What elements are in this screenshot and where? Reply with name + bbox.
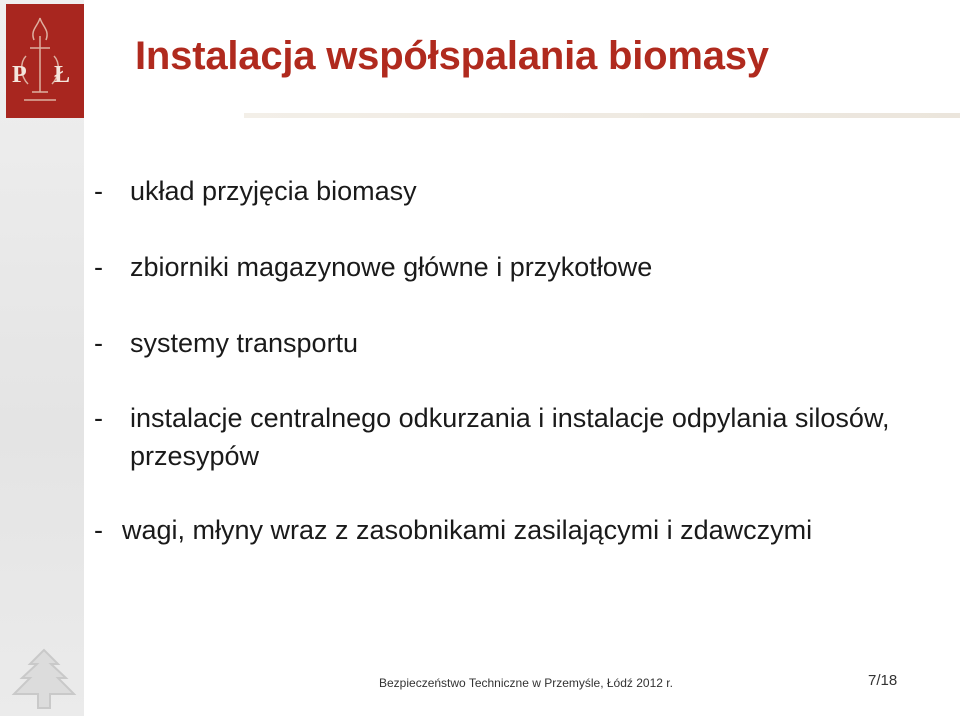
footer-text: Bezpieczeństwo Techniczne w Przemyśle, Łódź 2012 r. — [379, 676, 673, 690]
bullet-dash: - — [94, 176, 103, 206]
bullet-dash: - — [94, 328, 103, 358]
university-logo — [6, 4, 84, 118]
bullet-text: układ przyjęcia biomasy — [130, 176, 417, 206]
svg-text:P: P — [12, 62, 27, 88]
bullet-text: systemy transportu — [130, 328, 359, 358]
bullet-dash: - — [94, 403, 103, 433]
slide-title: Instalacja współspalania biomasy — [135, 34, 769, 78]
bullet-text: zbiorniki magazynowe główne i przykotłowe — [130, 252, 653, 282]
page-number: 7/18 — [868, 672, 898, 689]
title-underline — [244, 113, 960, 118]
university-torch-logo-icon — [6, 4, 84, 118]
svg-text:Ł: Ł — [54, 62, 71, 88]
bullet-text: wagi, młyny wraz z zasobnikami zasilającymi i zdawczymi — [122, 515, 813, 545]
bullet-text: instalacje centralnego odkurzania i instalacje odpylania silosów, przesypów — [130, 403, 890, 471]
bullet-dash: - — [94, 515, 103, 545]
tree-watermark-icon — [8, 646, 80, 714]
bullet-dash: - — [94, 252, 103, 282]
